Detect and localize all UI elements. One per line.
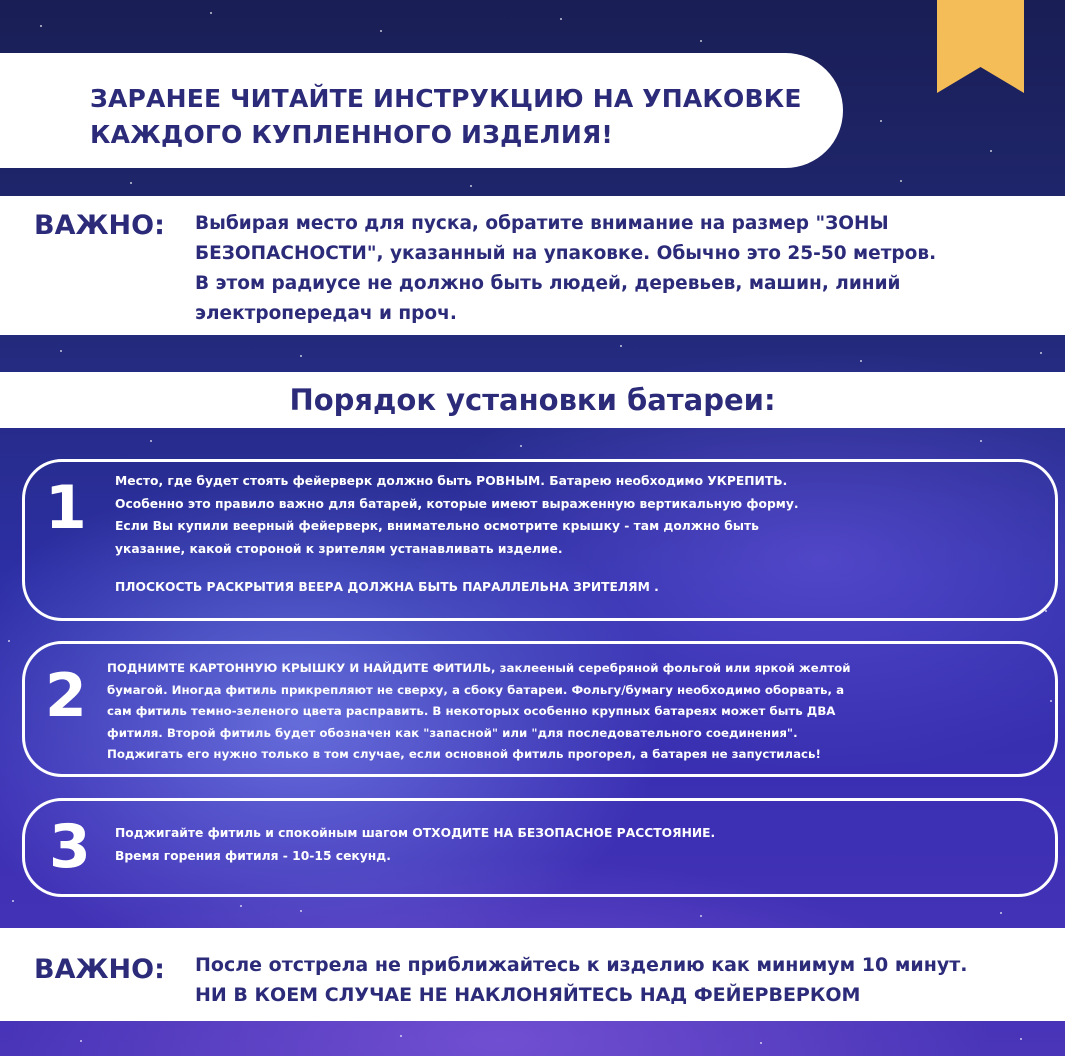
step-line: ПОДНИМТЕ КАРТОННУЮ КРЫШКУ И НАЙДИТЕ ФИТИЛЬ, заклееный серебряной фольгой или яркой желтой [107,661,851,675]
section-title: Порядок установки батареи: [0,372,1065,428]
banner-text [90,81,802,153]
important-line: В этом радиусе не должно быть людей, деревьев, машин, линий [195,273,901,294]
step-line: Если Вы купили веерный фейерверк, внимательно осмотрите крышку - там должно быть [115,519,759,534]
important-note-after-launch [0,928,1065,1021]
step-line: Поджигайте фитиль и спокойным шагом ОТХОДИТЕ НА БЕЗОПАСНОЕ РАССТОЯНИЕ. [115,826,716,840]
step-line: бумагой. Иногда фитиль прикрепляют не сверху, а сбоку батареи. Фольгу/бумагу необходимо оборвать, а [107,682,845,697]
step-number: 2 [45,661,87,731]
step-line: Особенно это правило важно для батарей, которые имеют выраженную вертикальную форму. [115,496,799,511]
step-note: ПЛОСКОСТЬ РАСКРЫТИЯ ВЕЕРА ДОЛЖНА БЫТЬ ПАРАЛЛЕЛЬНА ЗРИТЕЛЯМ . [115,580,659,595]
step-text [115,822,1015,867]
important-text [195,209,1045,329]
important-note-safety-zone [0,196,1065,335]
important-line: Выбирая место для пуска, обратите внимание на размер "ЗОНЫ [195,213,889,234]
bookmark-ribbon-icon [937,0,1024,93]
important-label: ВАЖНО: [34,210,165,241]
step-text [107,658,1057,766]
step-line: фитиля. Второй фитиль будет обозначен как "запасной" или "для последовательного соединения". [107,725,798,740]
important-line: После отстрела не приближайтесь к изделию как минимум 10 минут. [195,954,968,976]
important-line: БЕЗОПАСНОСТИ", указанный на упаковке. Обычно это 25-50 метров. [195,243,937,264]
step-card-1 [22,459,1058,621]
step-line: сам фитиль темно-зеленого цвета расправить. В некоторых особенно крупных батареях может быть ДВА [107,704,836,718]
step-line: Поджигать его нужно только в том случае, если основной фитиль прогорел, а батарея не запустилась! [107,747,821,761]
step-card-2 [22,641,1058,777]
important-line: электропередач и проч. [195,303,457,324]
important-text [195,950,1055,1010]
banner-line-1: ЗАРАНЕЕ ЧИТАЙТЕ ИНСТРУКЦИЮ НА УПАКОВКЕ [90,84,802,113]
step-text [115,470,1045,599]
instruction-banner [0,53,843,168]
step-number: 1 [45,473,87,543]
banner-line-2: КАЖДОГО КУПЛЕННОГО ИЗДЕЛИЯ! [90,120,614,149]
step-line: Время горения фитиля - 10-15 секунд. [115,848,391,863]
step-card-3 [22,798,1058,897]
important-line: НИ В КОЕМ СЛУЧАЕ НЕ НАКЛОНЯЙТЕСЬ НАД ФЕЙЕРВЕРКОМ [195,984,861,1006]
step-line: указание, какой стороной к зрителям устанавливать изделие. [115,541,563,556]
important-label: ВАЖНО: [34,954,165,985]
step-line: Место, где будет стоять фейерверк должно быть РОВНЫМ. Батарею необходимо УКРЕПИТЬ. [115,474,788,488]
step-number: 3 [49,812,91,882]
